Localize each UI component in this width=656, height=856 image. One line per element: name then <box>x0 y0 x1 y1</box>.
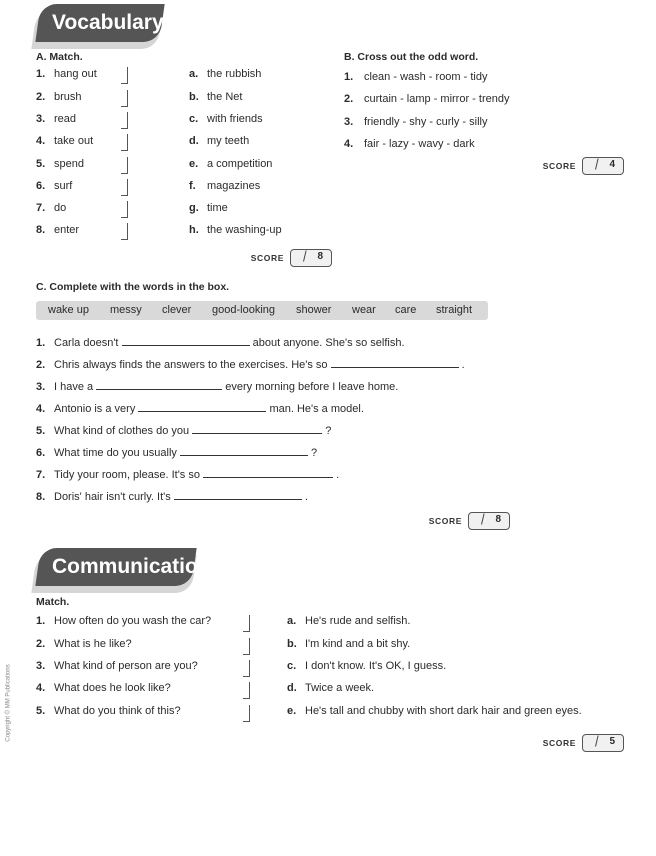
match-item <box>36 113 76 125</box>
answer-option <box>287 682 374 694</box>
match-item <box>36 158 84 170</box>
answer-bracket[interactable] <box>121 201 128 218</box>
odd-word-item <box>344 116 487 128</box>
option-letter: c. <box>287 660 297 672</box>
answer-bracket[interactable] <box>243 682 250 699</box>
odd-word-item <box>344 138 475 150</box>
answer-bracket[interactable] <box>243 705 250 722</box>
section-a-title: A. Match. <box>36 51 83 63</box>
option-letter: e. <box>189 158 199 170</box>
sentence-end: every morning before I leave home. <box>225 381 399 393</box>
sentence-end: ? <box>325 425 332 437</box>
match-option <box>189 135 249 147</box>
match-option <box>189 68 261 80</box>
answer-bracket[interactable] <box>121 179 128 196</box>
sentence-end: man. He's a model. <box>269 403 364 415</box>
question-text: What kind of person are you? <box>54 660 198 672</box>
option-text: the Net <box>207 91 243 103</box>
sentence-end: ? <box>311 447 318 459</box>
option-text: He's rude and selfish. <box>305 615 411 627</box>
item-number: 4. <box>344 138 354 150</box>
answer-blank[interactable] <box>138 401 266 412</box>
sentence-item <box>36 489 308 503</box>
question-text: How often do you wash the car? <box>54 615 212 627</box>
score-label: SCORE <box>250 253 284 263</box>
word-box-item: shower <box>296 304 332 316</box>
answer-bracket[interactable] <box>243 615 250 632</box>
question-item <box>36 638 132 650</box>
sentence-start: Tidy your room, please. It's so <box>54 469 200 481</box>
option-letter: g. <box>189 202 199 214</box>
sentence-item <box>36 379 398 393</box>
answer-blank[interactable] <box>203 467 333 478</box>
item-number: 8. <box>36 491 46 503</box>
answer-bracket[interactable] <box>243 660 250 677</box>
option-text: magazines <box>207 180 261 192</box>
item-number: 2. <box>36 359 46 371</box>
match-item <box>36 91 82 103</box>
option-text: Twice a week. <box>305 682 375 694</box>
option-text: I don't know. It's OK, I guess. <box>305 660 447 672</box>
answer-blank[interactable] <box>174 489 302 500</box>
item-text: take out <box>54 135 94 147</box>
match-option <box>189 224 282 236</box>
option-text: my teeth <box>207 135 250 147</box>
sentence-end: . <box>304 491 308 503</box>
option-letter: d. <box>189 135 199 147</box>
section-a-score <box>240 249 332 267</box>
item-number: 7. <box>36 469 46 481</box>
answer-bracket[interactable] <box>121 134 128 151</box>
answer-blank[interactable] <box>331 357 459 368</box>
item-number: 7. <box>36 202 46 214</box>
score-label: SCORE <box>542 738 576 748</box>
word-box-item: wear <box>352 304 376 316</box>
sentence-start: What time do you usually <box>54 447 177 459</box>
item-number: 8. <box>36 224 46 236</box>
item-number: 4. <box>36 682 46 694</box>
score-label: SCORE <box>428 516 462 526</box>
sentence-item <box>36 467 339 481</box>
communication-banner <box>35 548 211 586</box>
score-total: 4 <box>609 159 615 170</box>
question-item <box>36 705 181 717</box>
section-b-title: B. Cross out the odd word. <box>344 51 479 63</box>
item-number: 6. <box>36 180 46 192</box>
question-item <box>36 615 211 627</box>
sentence-end: . <box>461 359 465 371</box>
option-letter: a. <box>287 615 297 627</box>
item-number: 2. <box>36 91 46 103</box>
item-number: 5. <box>36 158 46 170</box>
item-text: curtain - lamp - mirror - trendy <box>364 93 510 105</box>
sentence-start: Chris always finds the answers to the exercises. He's so <box>54 359 328 371</box>
word-box-item: straight <box>436 304 473 316</box>
item-number: 2. <box>36 638 46 650</box>
score-box: / 5 <box>582 734 624 752</box>
item-number: 1. <box>36 337 46 349</box>
match-item <box>36 224 79 236</box>
item-number: 3. <box>344 116 354 128</box>
match-option <box>189 158 272 170</box>
score-label: SCORE <box>542 161 576 171</box>
item-number: 1. <box>36 68 46 80</box>
sentence-start: I have a <box>54 381 94 393</box>
sentence-end: . <box>336 469 340 481</box>
match-option <box>189 202 228 214</box>
answer-bracket[interactable] <box>121 157 128 174</box>
sentence-item <box>36 335 405 349</box>
answer-option <box>287 660 446 672</box>
answer-bracket[interactable] <box>121 223 128 240</box>
score-box: / 8 <box>290 249 332 267</box>
score-box: / 4 <box>582 157 624 175</box>
item-number: 6. <box>36 447 46 459</box>
question-item <box>36 682 171 694</box>
section-c-title: C. Complete with the words in the box. <box>36 281 230 293</box>
communication-title: Communication <box>52 555 211 578</box>
item-text: surf <box>54 180 73 192</box>
question-item <box>36 660 198 672</box>
answer-bracket[interactable] <box>121 67 128 84</box>
item-number: 5. <box>36 705 46 717</box>
word-box-item: care <box>395 304 417 316</box>
sentence-item <box>36 401 364 415</box>
item-text: enter <box>54 224 80 236</box>
option-letter: e. <box>287 705 297 717</box>
answer-blank[interactable] <box>122 335 250 346</box>
match-item <box>36 180 72 192</box>
item-text: clean - wash - room - tidy <box>364 71 488 83</box>
item-text: spend <box>54 158 84 170</box>
sentence-end: about anyone. She's so selfish. <box>252 337 405 349</box>
word-box <box>36 301 488 320</box>
item-number: 3. <box>36 113 46 125</box>
odd-word-item <box>344 93 509 105</box>
item-number: 3. <box>36 660 46 672</box>
answer-bracket[interactable] <box>121 112 128 129</box>
answer-blank[interactable] <box>96 379 222 390</box>
option-letter: f. <box>189 180 196 192</box>
answer-blank[interactable] <box>180 445 308 456</box>
option-letter: h. <box>189 224 199 236</box>
option-text: He's tall and chubby with short dark hair and green eyes. <box>305 705 582 717</box>
option-text: the rubbish <box>207 68 262 80</box>
sentence-start: Carla doesn't <box>54 337 119 349</box>
item-number: 3. <box>36 381 46 393</box>
item-text: hang out <box>54 68 97 80</box>
option-letter: d. <box>287 682 297 694</box>
score-box: / 8 <box>468 512 510 530</box>
question-text: What do you think of this? <box>54 705 181 717</box>
item-text: brush <box>54 91 82 103</box>
sentence-start: Doris' hair isn't curly. It's <box>54 491 171 503</box>
word-box-item: clever <box>162 304 192 316</box>
option-letter: c. <box>189 113 199 125</box>
word-box-item: good-looking <box>212 304 275 316</box>
option-letter: b. <box>189 91 199 103</box>
odd-word-item <box>344 71 487 83</box>
question-text: What is he like? <box>54 638 132 650</box>
score-total: 8 <box>495 514 501 525</box>
answer-blank[interactable] <box>192 423 322 434</box>
item-number: 1. <box>344 71 354 83</box>
answer-option <box>287 638 410 650</box>
item-number: 4. <box>36 135 46 147</box>
item-text: do <box>54 202 67 214</box>
option-text: I'm kind and a bit shy. <box>305 638 411 650</box>
word-box-item: messy <box>110 304 142 316</box>
option-letter: a. <box>189 68 199 80</box>
sentence-start: Antonio is a very <box>54 403 136 415</box>
match-option <box>189 113 263 125</box>
score-total: 5 <box>609 736 615 747</box>
sentence-start: What kind of clothes do you <box>54 425 190 437</box>
item-number: 2. <box>344 93 354 105</box>
communication-score <box>532 734 624 752</box>
option-text: with friends <box>207 113 263 125</box>
sentence-item <box>36 445 317 459</box>
vocabulary-banner <box>35 4 164 42</box>
match-option <box>189 91 242 103</box>
item-text: friendly - shy - curly - silly <box>364 116 488 128</box>
item-number: 4. <box>36 403 46 415</box>
option-text: a competition <box>207 158 273 170</box>
answer-bracket[interactable] <box>243 638 250 655</box>
sentence-item <box>36 357 465 371</box>
item-number: 5. <box>36 425 46 437</box>
answer-bracket[interactable] <box>121 90 128 107</box>
copyright-notice: Copyright © MM Publications <box>5 664 12 742</box>
option-letter: b. <box>287 638 297 650</box>
score-total: 8 <box>317 251 323 262</box>
option-text: time <box>207 202 228 214</box>
item-text: read <box>54 113 77 125</box>
vocabulary-title: Vocabulary <box>52 11 164 34</box>
match-item <box>36 202 66 214</box>
match-item <box>36 68 97 80</box>
sentence-item <box>36 423 331 437</box>
communication-section-title: Match. <box>36 596 70 608</box>
section-c-score <box>418 512 510 530</box>
answer-option <box>287 615 410 627</box>
item-number: 1. <box>36 615 46 627</box>
item-text: fair - lazy - wavy - dark <box>364 138 475 150</box>
question-text: What does he look like? <box>54 682 171 694</box>
word-box-item: wake up <box>48 304 89 316</box>
match-option <box>189 180 260 192</box>
section-b-score <box>532 157 624 175</box>
match-item <box>36 135 93 147</box>
option-text: the washing-up <box>207 224 282 236</box>
answer-option <box>287 705 582 717</box>
